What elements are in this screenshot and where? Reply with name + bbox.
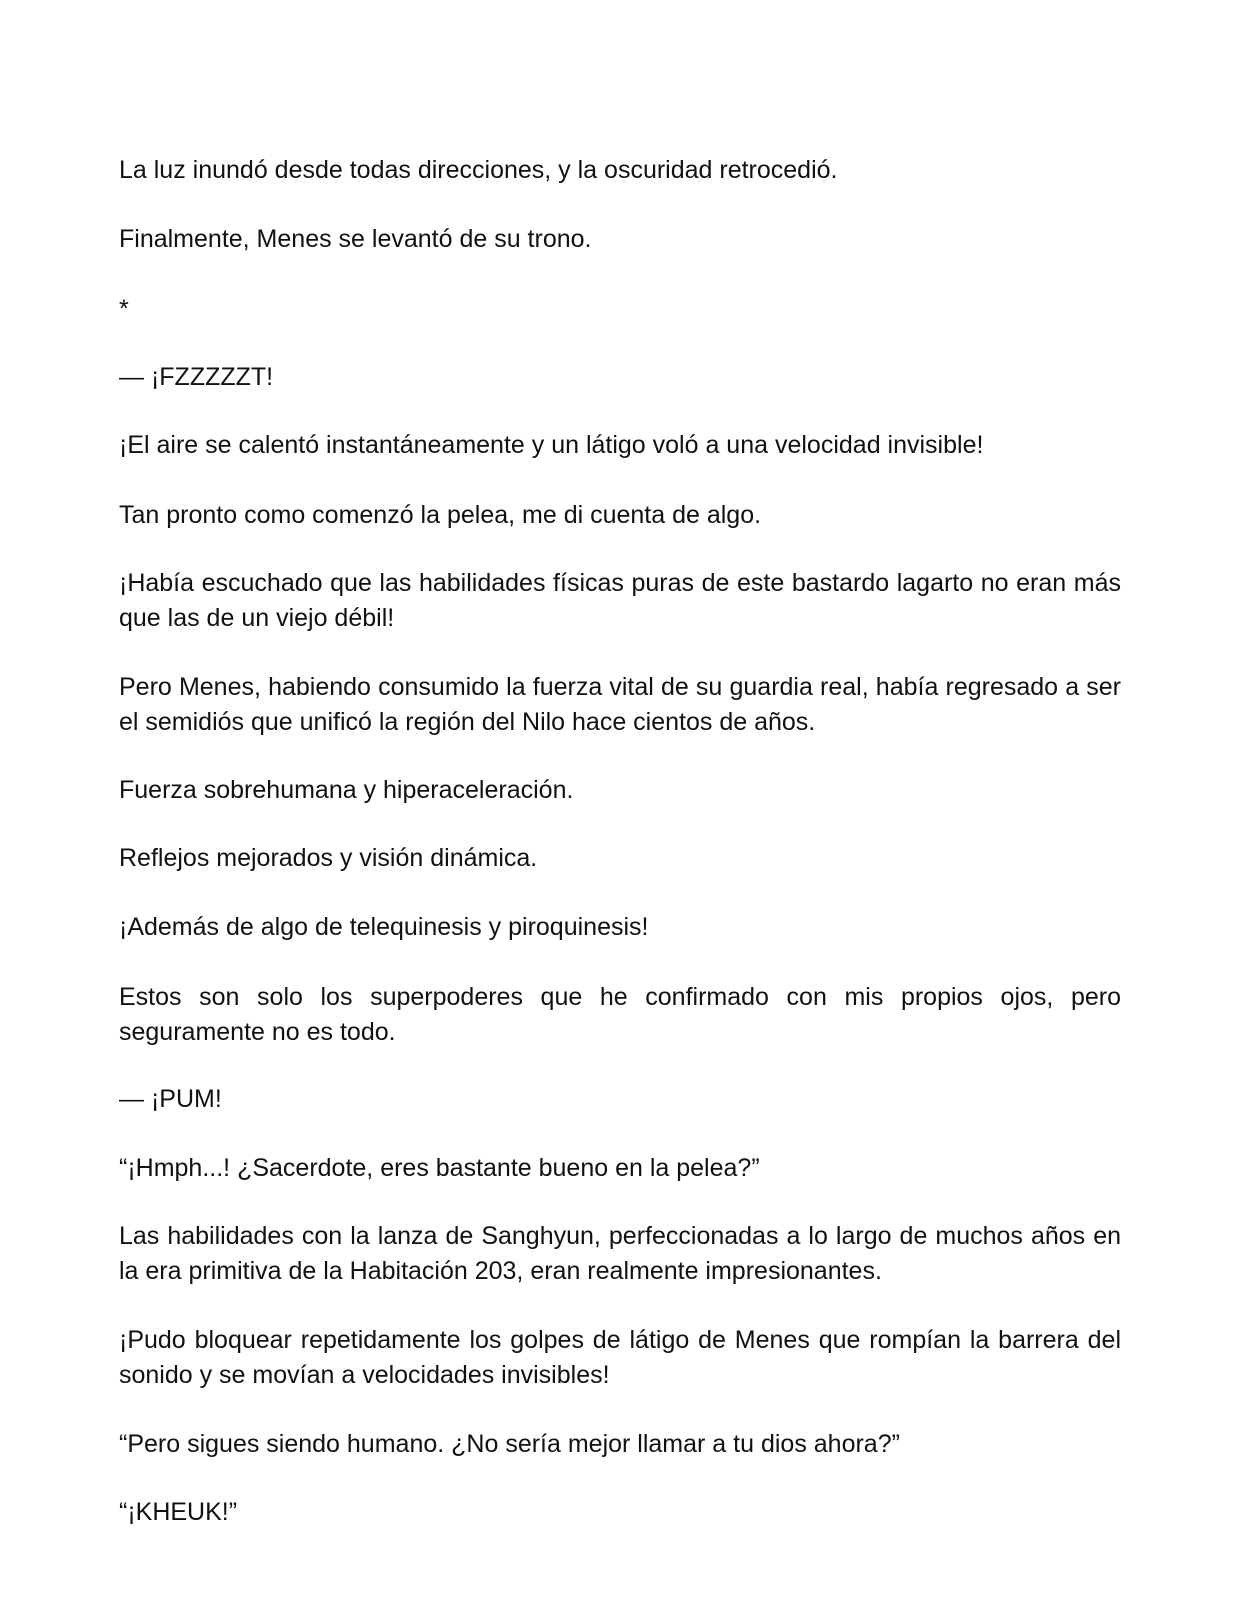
paragraph: — ¡PUM! (119, 1085, 222, 1113)
dialogue-line: “¡Hmph...! ¿Sacerdote, eres bastante bueno en la pelea?” (119, 1154, 760, 1182)
paragraph: — ¡FZZZZZT! (119, 363, 274, 391)
paragraph: ¡Además de algo de telequinesis y piroquinesis! (119, 913, 649, 941)
paragraph: Pero Menes, habiendo consumido la fuerza vital de su guardia real, había regresado a ser el semidiós que unificó la región del Nilo hace cientos de años. (119, 673, 1121, 736)
paragraph: Tan pronto como comenzó la pelea, me di cuenta de algo. (119, 501, 762, 529)
paragraph: Finalmente, Menes se levantó de su trono. (119, 225, 592, 253)
paragraph: Estos son solo los superpoderes que he confirmado con mis propios ojos, pero seguramente no es todo. (119, 983, 1121, 1046)
paragraph: ¡Pudo bloquear repetidamente los golpes de látigo de Menes que rompían la barrera del sonido y se movían a velocidades invisibles! (119, 1326, 1121, 1389)
scene-break: * (119, 295, 129, 323)
paragraph: Fuerza sobrehumana y hiperaceleración. (119, 776, 574, 804)
paragraph: Las habilidades con la lanza de Sanghyun, perfeccionadas a lo largo de muchos años en la era primitiva de la Habitación 203, eran realmente impresionantes. (119, 1222, 1121, 1285)
paragraph: ¡Había escuchado que las habilidades físicas puras de este bastardo lagarto no eran más que las de un viejo débil! (119, 569, 1121, 632)
paragraph: ¡El aire se calentó instantáneamente y un látigo voló a una velocidad invisible! (119, 431, 984, 459)
dialogue-line: “Pero sigues siendo humano. ¿No sería mejor llamar a tu dios ahora?” (119, 1430, 900, 1458)
dialogue-line: “¡KHEUK!” (119, 1498, 238, 1526)
paragraph: La luz inundó desde todas direcciones, y la oscuridad retrocedió. (119, 156, 838, 184)
paragraph: Reflejos mejorados y visión dinámica. (119, 844, 538, 872)
